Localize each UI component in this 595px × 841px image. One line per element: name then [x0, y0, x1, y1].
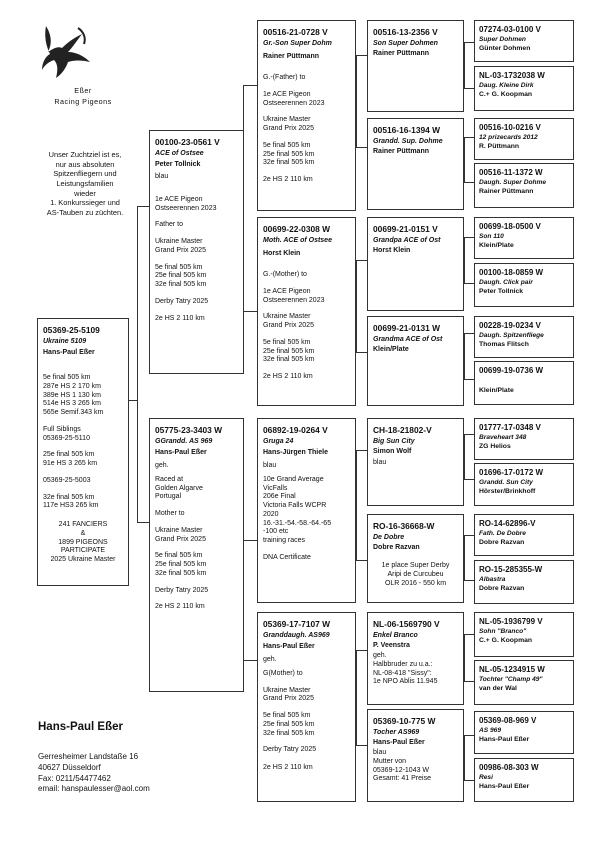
pigeon-name: Daugh. Super Dohme	[479, 179, 547, 186]
pigeon-name: Fath. De Dobre	[479, 530, 526, 537]
breeder-name: Günter Dohmen	[479, 45, 531, 52]
ring-number: RO-16-36668-W	[373, 521, 435, 531]
pigeon-name: Sohn "Branco"	[479, 628, 527, 635]
ring-number: 00100-18-0859 W	[479, 268, 544, 277]
breeder-name: Dobre Razvan	[479, 585, 525, 592]
performance-info: geh. Halbbruder zu u.a.: NL-08-418 "Sissy": 1e NPO Ablis 11.945	[373, 652, 438, 686]
breeder-name: P. Veenstra	[373, 642, 410, 649]
ring-number: 05369-25-5109	[43, 325, 100, 335]
ring-number: 00228-19-0234 V	[479, 321, 541, 330]
ancestor-card	[474, 316, 574, 358]
performance-info: G(Mother) to	[263, 669, 303, 677]
dove-logo-icon	[38, 22, 98, 84]
performance-info: blau Mutter von 05369-12-1043 W Gesamt: 41 Preise	[373, 749, 431, 783]
ring-number: NL-03-1732038 W	[479, 71, 545, 80]
pigeon-name: Moth. ACE of Ostsee	[263, 237, 332, 244]
father-card	[149, 130, 244, 374]
breeder-name: Hörster/Brinkhoff	[479, 488, 536, 495]
pigeon-name: Braveheart 348	[479, 434, 527, 441]
great-grandparent-card	[367, 118, 464, 210]
breeder-name: Hans-Jürgen Thiele	[263, 449, 328, 456]
owner-name: Hans-Paul Eßer	[38, 721, 123, 733]
performance-info: 2e HS 2 110 km	[155, 314, 205, 322]
color: geh.	[155, 462, 169, 469]
grandparent-card	[257, 418, 356, 603]
breeder-name: Rainer Püttmann	[373, 148, 430, 155]
grandparent-card	[257, 20, 356, 211]
fanciers-note: 241 FANCIERS & 1899 PIGEONS PARTICIPATE 2025 Ukraine Master	[50, 521, 116, 563]
sibling-results: 25e final 505 km 91e HS 3 265 km	[43, 451, 98, 467]
breeder-name: Hans-Paul Eßer	[479, 783, 530, 790]
color: blau	[155, 173, 169, 180]
breeder-name: Horst Klein	[373, 247, 411, 254]
pigeon-name: Daug. Kleine Dirk	[479, 82, 534, 89]
ring-number: 00986-08-303 W	[479, 763, 539, 772]
pigeon-name: Ukraine 5109	[43, 338, 87, 345]
brand-logo-text	[38, 86, 128, 106]
connector-line	[128, 400, 137, 401]
great-grandparent-card	[367, 612, 464, 705]
siblings-heading: Full Siblings 05369-25-5110	[43, 425, 90, 442]
performance-info: 5e final 505 km 25e final 505 km 32e final 505 km	[155, 263, 207, 288]
brand-name: Eßer	[74, 86, 92, 95]
breeder-name: Hans-Paul Eßer	[479, 736, 530, 743]
ancestor-card	[474, 418, 574, 460]
breeder-name: Hans-Paul Eßer	[43, 349, 95, 356]
pigeon-name: Granddaugh. AS969	[263, 632, 330, 639]
performance-info: Ukraine Master Grand Prix 2025	[263, 116, 314, 132]
brand-subtitle: Racing Pigeons	[54, 97, 112, 106]
color: geh.	[263, 656, 277, 663]
connector-line	[356, 450, 367, 451]
performance-info: Derby Tatry 2025	[155, 586, 209, 594]
pigeon-name: Big Sun City	[373, 438, 415, 445]
performance-info: Derby Tatry 2025 2e HS 2 110 km	[263, 746, 317, 771]
ring-number: RO-15-285355-W	[479, 565, 543, 574]
connector-line	[356, 55, 357, 147]
ring-number: 00516-16-1394 W	[373, 125, 441, 135]
connector-line	[356, 745, 367, 746]
connector-line	[464, 634, 465, 681]
breeder-name: Hans-Paul Eßer	[263, 643, 315, 650]
performance-info: G.-(Mother) to	[263, 271, 307, 278]
pigeon-name: Albastra	[479, 576, 506, 583]
grandparent-card	[257, 217, 356, 406]
breeder-name: Peter Tollnick	[155, 161, 201, 168]
ancestor-card	[474, 463, 574, 506]
performance-info: DNA Certificate	[263, 553, 311, 561]
ancestor-card	[474, 560, 574, 604]
performance-info: 2e HS 2 110 km	[263, 176, 313, 183]
ancestor-card	[474, 66, 574, 111]
breeding-goal-text: Unser Zuchtziel ist es, nur aus absoluten Spitzenfliegern und Leistungsfamilien wieder 1. Konkurssieger und AS-Tauben zu züchten.	[46, 150, 124, 217]
ring-number: 01777-17-0348 V	[479, 423, 541, 432]
connector-line	[137, 206, 149, 207]
great-grandparent-card	[367, 217, 464, 311]
owner-address: Gerresheimer Landstaße 16 40627 Düsseldorf Fax: 0211/54477462 email: hanspaulesser@aol.com	[38, 752, 150, 794]
connector-line	[243, 660, 257, 661]
pigeon-name: Gr.-Son Super Dohm	[263, 40, 332, 47]
ancestor-card	[474, 163, 574, 208]
performance-info: Ukraine Master Grand Prix 2025	[155, 238, 206, 254]
ring-number: 05369-10-775 W	[373, 716, 436, 726]
ring-number: 05775-23-3403 W	[155, 425, 223, 435]
great-grandparent-card	[367, 316, 464, 406]
breeder-name: Rainer Püttmann	[373, 50, 430, 57]
ring-number: NL-06-1569790 V	[373, 619, 440, 629]
breeder-name: C.+ G. Koopman	[479, 637, 533, 644]
ancestor-card	[474, 20, 574, 62]
ancestor-card	[474, 514, 574, 556]
pigeon-name: Tochter "Champ 49"	[479, 676, 543, 683]
ancestor-card	[474, 758, 574, 802]
breeder-name: Klein/Plate	[373, 346, 409, 353]
pigeon-name: Daugh. Spitzenfliege	[479, 332, 544, 339]
pigeon-name: Resi	[479, 774, 493, 781]
great-grandparent-card	[367, 514, 464, 603]
sibling-results: 32e final 505 km 117e HS3 265 km	[43, 493, 99, 510]
performance-info: Derby Tatry 2025	[155, 297, 209, 305]
pigeon-name: De Dobre	[373, 534, 405, 541]
connector-line	[464, 535, 474, 536]
great-grandparent-card	[367, 20, 464, 112]
pigeon-name: Son 110	[479, 233, 504, 240]
ancestor-card	[474, 263, 574, 307]
pigeon-name: Gruga 24	[263, 438, 294, 445]
performance-info: 5e final 505 km 25e final 505 km 32e final 505 km	[263, 141, 315, 167]
performance-info: 5e final 505 km 25e final 505 km 32e final 505 km	[263, 338, 315, 364]
ancestor-card	[474, 612, 574, 657]
ancestor-card	[474, 361, 574, 405]
connector-line	[464, 479, 474, 480]
performance-info: Ukraine Master Grand Prix 2025	[263, 313, 314, 329]
breeder-name: Peter Tollnick	[479, 288, 524, 295]
connector-line	[464, 379, 474, 380]
breeder-name: Thomas Flitsch	[479, 341, 529, 348]
connector-line	[464, 535, 465, 580]
breeder-name: Rainer Püttmann	[479, 188, 534, 195]
breeder-name: Dobre Razvan	[373, 544, 420, 551]
breeder-name: Hans-Paul Eßer	[373, 739, 425, 746]
pigeon-name: 12 prizecards 2012	[479, 134, 538, 141]
connector-line	[356, 352, 367, 353]
connector-line	[464, 580, 474, 581]
connector-line	[464, 333, 465, 379]
connector-line	[464, 42, 474, 43]
connector-line	[243, 311, 257, 312]
performance-info: Ukraine Master Grand Prix 2025	[263, 686, 314, 703]
connector-line	[137, 522, 149, 523]
performance-info: 2e HS 2 110 km	[155, 603, 205, 611]
connector-line	[356, 147, 367, 148]
performance-info: 2e HS 2 110 km	[263, 373, 313, 380]
connector-line	[356, 650, 367, 651]
breeder-name: Rainer Püttmann	[263, 53, 320, 60]
pigeon-name: Daugh. Click pair	[479, 279, 533, 286]
ring-number: 00516-21-0728 V	[263, 27, 328, 37]
breeder-name: Dobre Razvan	[479, 539, 525, 546]
mother-card	[149, 418, 244, 692]
ring-number: RO-14-62896-V	[479, 519, 536, 528]
connector-line	[464, 88, 474, 89]
ring-number: 05369-17-7107 W	[263, 619, 331, 629]
breeder-name: van der Wal	[479, 685, 517, 692]
breeder-name: R. Püttmann	[479, 143, 520, 150]
pigeon-name: Enkel Branco	[373, 632, 418, 639]
performance-info: Raced at Golden Algarve Portugal	[155, 475, 203, 501]
pigeon-name: Grandpa ACE of Ost	[373, 237, 441, 244]
performance-info: Ukraine Master Grand Prix 2025	[155, 526, 206, 543]
connector-line	[464, 735, 465, 780]
ring-number: 00516-13-2356 V	[373, 27, 438, 37]
performance-info: Mother to	[155, 510, 185, 517]
connector-line	[464, 780, 474, 781]
ancestor-card	[474, 217, 574, 259]
ring-number: 00100-23-0561 V	[155, 137, 220, 147]
grandparent-card	[257, 612, 356, 802]
connector-line	[464, 735, 474, 736]
ancestor-card	[474, 118, 574, 160]
performance-info: 10e Grand Average VicFalls 206e Final Victoria Falls WCPR 2020 16.-31.-54.-58.-64.-65 -100 etc training races	[263, 475, 332, 544]
ring-number: 00699-18-0500 V	[479, 222, 541, 231]
breeder-name: Hans-Paul Eßer	[155, 449, 207, 456]
connector-line	[464, 237, 474, 238]
ring-number: 00699-19-0736 W	[479, 366, 544, 375]
connector-line	[356, 260, 367, 261]
connector-line	[464, 237, 465, 283]
pigeon-name: Grandd. Sup. Dohme	[373, 138, 443, 145]
ring-number: 00516-10-0216 V	[479, 123, 541, 132]
pigeon-name: Grandma ACE of Ost	[373, 336, 443, 343]
performance-info: 5e final 505 km 25e final 505 km 32e final 505 km	[263, 712, 315, 737]
breeder-name: Horst Klein	[263, 250, 301, 257]
performance-info: Father to	[155, 221, 184, 229]
connector-line	[356, 260, 357, 352]
connector-line	[356, 450, 357, 560]
performance-info: 1e ACE Pigeon Ostseerennen 2023	[155, 195, 217, 212]
connector-line	[243, 540, 257, 541]
ancestor-card	[474, 660, 574, 705]
ring-number: 01696-17-0172 W	[479, 468, 544, 477]
connector-line	[464, 634, 474, 635]
ring-number: 00699-21-0151 V	[373, 224, 438, 234]
pigeon-name: ACE of Ostsee	[155, 150, 204, 157]
connector-line	[464, 333, 474, 334]
breeder-name: C.+ G. Koopman	[479, 91, 533, 98]
connector-line	[464, 681, 474, 682]
ancestor-card	[474, 711, 574, 754]
ring-number: CH-18-21802-V	[373, 425, 432, 435]
pigeon-name: GGrandd. AS 969	[155, 438, 213, 445]
performance-info: 1e ACE Pigeon Ostseerennen 2023	[263, 287, 325, 304]
pigeon-name: Son Super Dohmen	[373, 40, 438, 47]
pigeon-name: Super Dohmen	[479, 36, 526, 43]
connector-line	[356, 560, 367, 561]
sibling-ring: 05369-25-5003	[43, 476, 91, 484]
connector-line	[356, 650, 357, 745]
connector-line	[464, 182, 474, 183]
connector-line	[464, 137, 465, 182]
connector-line	[464, 434, 474, 435]
results: 5e final 505 km 287e HS 2 170 km 389e HS 1 130 km 514e HS 3 265 km 565e Semif.343 km	[43, 374, 104, 416]
connector-line	[356, 55, 367, 56]
ring-number: NL-05-1234915 W	[479, 665, 545, 674]
ring-number: 07274-03-0100 V	[479, 25, 541, 34]
color: blau	[373, 459, 387, 466]
connector-line	[243, 85, 257, 86]
connector-line	[464, 137, 474, 138]
performance-info: 1e ACE Pigeon Ostseerennen 2023	[263, 90, 325, 107]
performance-info: 5e final 505 km 25e final 505 km 32e final 505 km	[155, 552, 207, 577]
connector-line	[464, 434, 465, 479]
pigeon-name: AS 969	[479, 727, 501, 734]
breeder-name: Klein/Plate	[479, 387, 514, 394]
ring-number: 05369-08-969 V	[479, 716, 537, 725]
color: blau	[263, 462, 277, 469]
breeder-name: Simon Wolf	[373, 448, 412, 455]
breeder-name: ZG Helios	[479, 443, 511, 450]
great-grandparent-card	[367, 418, 464, 506]
pigeon-name: Grandd. Sun City	[479, 479, 533, 486]
connector-line	[464, 42, 465, 88]
ring-number: NL-05-1936799 V	[479, 617, 543, 626]
ring-number: 06892-19-0264 V	[263, 425, 328, 435]
pigeon-name: Tocher AS969	[373, 729, 420, 736]
great-grandparent-card	[367, 709, 464, 802]
subject-pigeon-card	[37, 318, 129, 586]
ring-number: 00699-22-0308 W	[263, 224, 331, 234]
connector-line	[464, 283, 474, 284]
breeder-name: Klein/Plate	[479, 242, 514, 249]
ring-number: 00516-11-1372 W	[479, 168, 543, 177]
performance-info: G.-(Father) to	[263, 74, 306, 81]
performance-info: 1e place Super Derby Aripi de Curcubeu OLR 2016 - 550 km	[381, 562, 450, 587]
ring-number: 00699-21-0131 W	[373, 323, 441, 333]
connector-line	[137, 206, 138, 522]
